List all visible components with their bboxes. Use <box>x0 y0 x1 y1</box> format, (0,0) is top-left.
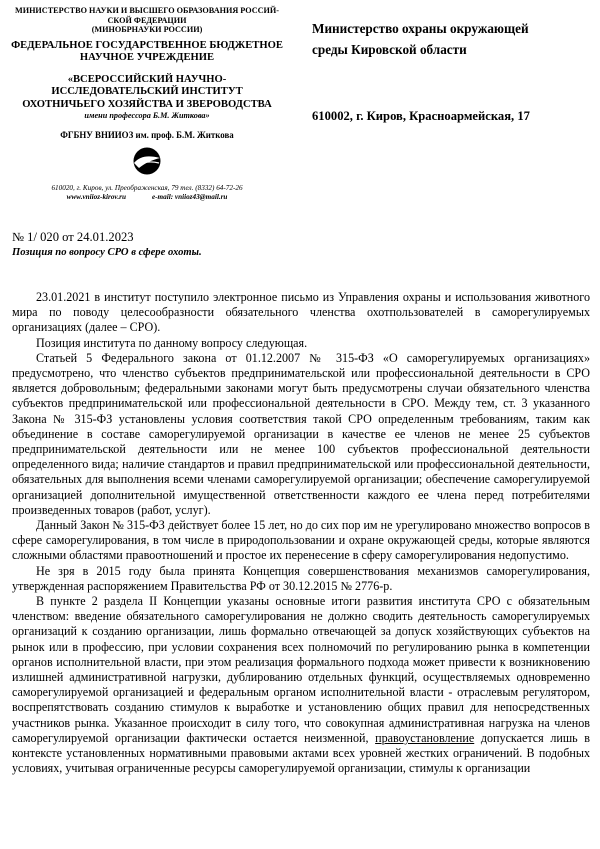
recipient-address: 610002, г. Киров, Красноармейская, 17 <box>312 109 530 123</box>
institute-short-name: ФГБНУ ВНИИОЗ им. проф. Б.М. Житкова <box>60 130 234 141</box>
institution-type: ФЕДЕРАЛЬНОЕ ГОСУДАРСТВЕННОЕ БЮДЖЕТНОЕ НАУЧНОЕ УЧРЕЖДЕНИЕ <box>11 39 283 64</box>
ministry-name: МИНИСТЕРСТВО НАУКИ И ВЫСШЕГО ОБРАЗОВАНИЯ РОССИЙ- СКОЙ ФЕДЕРАЦИИ (МИНОБРНАУКИ РОССИИ) <box>14 6 280 35</box>
institute-contacts <box>0 193 294 202</box>
institute-address: 610020, г. Киров, ул. Преображенская, 79 тел. (8332) 64-72-26 <box>51 184 243 193</box>
paragraph: 23.01.2021 в институт поступило электронное письмо из Управления охраны и использования животного мира по поводу целесообразности обязательного членства охотпользователей в саморегулируемых организациях (далее – СРО). <box>12 290 590 335</box>
paragraph: Не зря в 2015 году была принята Концепция совершенствования механизмов саморегулирования, утвержденная распоряжением Правительства РФ от 30.12.2015 № 2776-р. <box>12 563 590 593</box>
document-subject: Позиция по вопросу СРО в сфере охоты. <box>12 247 202 258</box>
institute-email: e-mail: vniioz43@mail.ru <box>151 193 228 202</box>
institute-name: «ВСЕРОССИЙСКИЙ НАУЧНО- ИССЛЕДОВАТЕЛЬСКИЙ ИНСТИТУТ ОХОТНИЧЬЕГО ХОЗЯЙСТВА И ЗВЕРОВОДСТВА <box>22 73 272 110</box>
paragraph: В пункте 2 раздела II Концепции указаны основные итоги развития института СРО с обязательным членством: введение обязательного саморегулирования не должно сводить деятельность саморегулируемых организаций к созданию организации, лишь формально отвечающей за допуск хозяйствующих субъектов на рынок или в профессию, при условии сохранения всех полномочий по регулированию рынка в компетенции органов исполнительной власти, при этом реализация формального подхода может привести к возникновению излишней административной нагрузки, дублированию отдельных функций, осуществляемых одновременно саморегулируемой организацией и федеральным органом исполнительной власти - отраслевым регулятором, воспрепятствовать созданию стимулов к выработке и установлению общих правил для непосредственных участников рынка. Указанное происходит в силу того, что совокупная административная нагрузка на членов саморегулируемой организации фактически остается неизменной, правоустановление допускается лишь в контексте установленных нормативными правовыми актами всех уровней жестких ограничений. В подобных условиях, учитывая ограниченные ресурсы саморегулируемой организации, стимулы к организации <box>12 594 591 776</box>
paragraph: Статьей 5 Федерального закона от 01.12.2007 № 315-ФЗ «О саморегулируемых организациях» предусмотрено, что членство субъектов предпринимательской или профессиональной деятельности в СРО является добровольным; федеральными законами могут быть предусмотрены случаи обязательного членства субъектов предпринимательской или профессиональной деятельности в СРО. Между тем, ст. 3 указанного Закона № 315-ФЗ установлены условия соответствия такой СРО определенным требованиям, таким как объединение в составе саморегулируемой организации в качестве ее членов не менее 25 субъектов предпринимательской деятельности или не менее 100 субъектов профессиональной деятельности определенного вида; наличие стандартов и правил предпринимательской или профессиональной деятельности, обязательных для выполнения всеми членами саморегулируемой организации; обеспечение саморегулируемой организацией дополнительной имущественной ответственности каждого ее члена перед потребителями произведенных товаров (работ, услуг). <box>12 350 590 517</box>
recipient-name: Министерство охраны окружающей среды Кировской области <box>312 21 529 57</box>
document-number: № 1/ 020 от 24.01.2023 <box>12 230 134 244</box>
institute-named-after: имени профессора Б.М. Житкова» <box>84 111 210 121</box>
institute-logo-icon <box>127 146 167 176</box>
paragraph: Позиция института по данному вопросу следующая. <box>36 335 308 350</box>
institute-website: www.vniioz-kirov.ru <box>66 193 126 202</box>
letterhead <box>0 6 294 203</box>
paragraph: Данный Закон № 315-ФЗ действует более 15 лет, но до сих пор им не урегулировано множество вопросов в сфере саморегулирования, в том числе в природопользовании и охране окружающей среды, которые являются сложными областями правоотношений и простое их перенесение в сферу саморегулирования недопустимо. <box>12 518 590 563</box>
letter-body <box>12 290 590 777</box>
